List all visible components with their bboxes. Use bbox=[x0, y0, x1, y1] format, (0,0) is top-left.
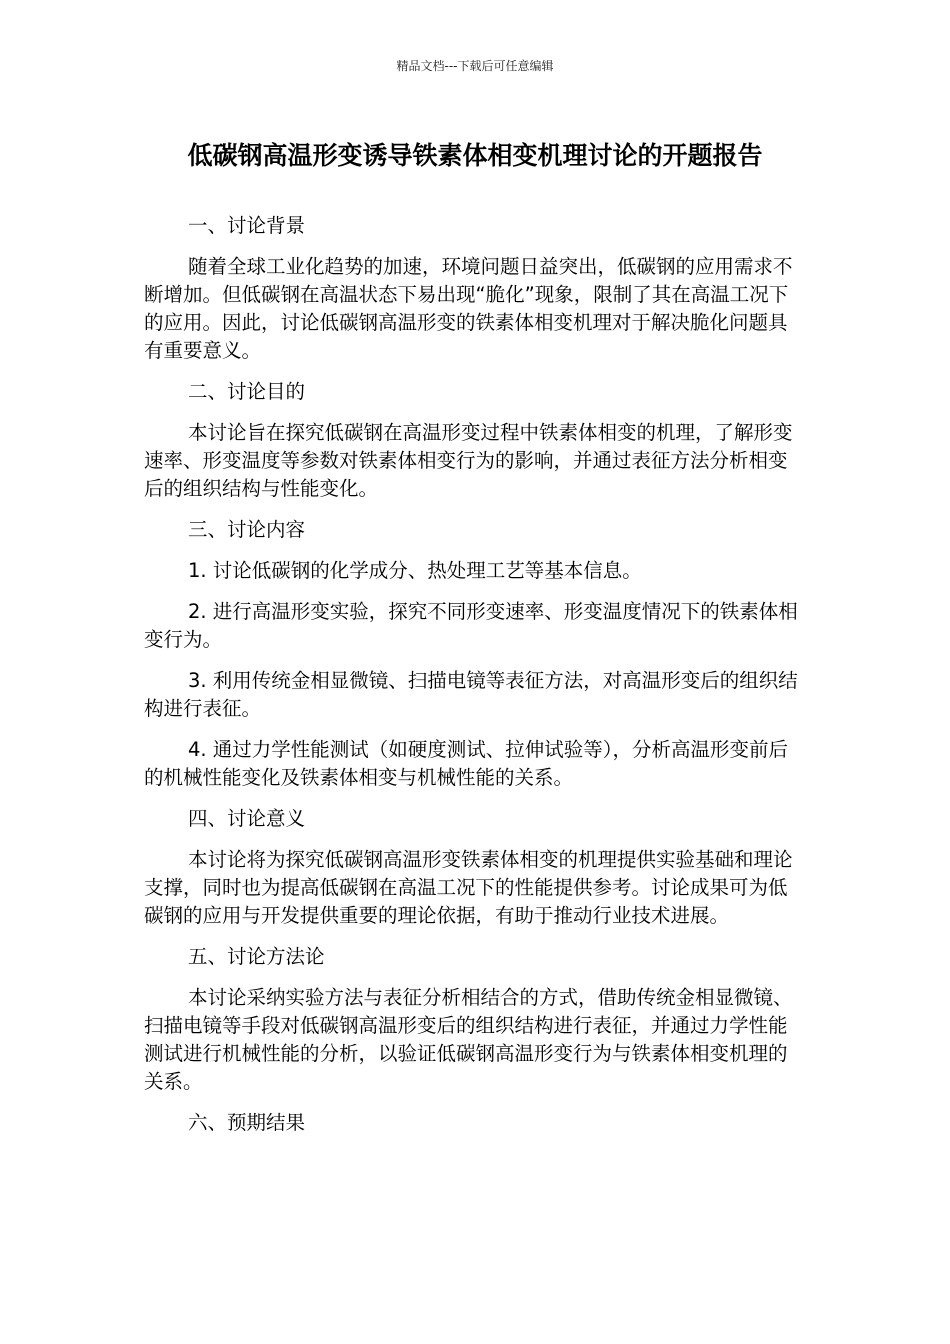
paragraph-background: 随着全球工业化趋势的加速，环境问题日益突出，低碳钢的应用需求不断增加。但低碳钢在高温状态下易出现“脆化”现象，限制了其在高温工况下的应用。因此，讨论低碳钢高温形变的铁素体相变机理对于解决脆化问题具有重要意义。 bbox=[144, 255, 793, 362]
section-heading-purpose: 二、讨论目的 bbox=[188, 380, 306, 403]
document-body bbox=[144, 212, 804, 1150]
section-heading-content: 三、讨论内容 bbox=[188, 518, 306, 541]
list-item-content-1: 1. 讨论低碳钢的化学成分、热处理工艺等基本信息。 bbox=[188, 559, 642, 582]
section-heading-background: 一、讨论背景 bbox=[188, 214, 306, 237]
list-item-content-4: 4. 通过力学性能测试（如硬度测试、拉伸试验等），分析高温形变前后的机械性能变化及铁素体相变与机械性能的关系。 bbox=[144, 738, 789, 789]
list-item-content-2: 2. 进行高温形变实验，探究不同形变速率、形变温度情况下的铁素体相变行为。 bbox=[144, 600, 798, 651]
section-heading-significance: 四、讨论意义 bbox=[188, 807, 306, 830]
paragraph-purpose: 本讨论旨在探究低碳钢在高温形变过程中铁素体相变的机理，了解形变速率、形变温度等参数对铁素体相变行为的影响，并通过表征方法分析相变后的组织结构与性能变化。 bbox=[144, 421, 793, 500]
document-title: 低碳钢高温形变诱导铁素体相变机理讨论的开题报告 bbox=[187, 141, 763, 170]
paragraph-significance: 本讨论将为探究低碳钢高温形变铁素体相变的机理提供实验基础和理论支撑，同时也为提高低碳钢在高温工况下的性能提供参考。讨论成果可为低碳钢的应用与开发提供重要的理论依据，有助于推动行业技术进展。 bbox=[144, 848, 793, 927]
section-heading-methodology: 五、讨论方法论 bbox=[188, 945, 325, 968]
header-note: 精品文档---下载后可任意编辑 bbox=[396, 59, 554, 73]
paragraph-methodology: 本讨论采纳实验方法与表征分析相结合的方式，借助传统金相显微镜、扫描电镜等手段对低碳钢高温形变后的组织结构进行表征，并通过力学性能测试进行机械性能的分析，以验证低碳钢高温形变行为与铁素体相变机理的关系。 bbox=[144, 986, 793, 1093]
section-heading-expected-results: 六、预期结果 bbox=[188, 1111, 306, 1134]
list-item-content-3: 3. 利用传统金相显微镜、扫描电镜等表征方法，对高温形变后的组织结构进行表征。 bbox=[144, 669, 798, 720]
